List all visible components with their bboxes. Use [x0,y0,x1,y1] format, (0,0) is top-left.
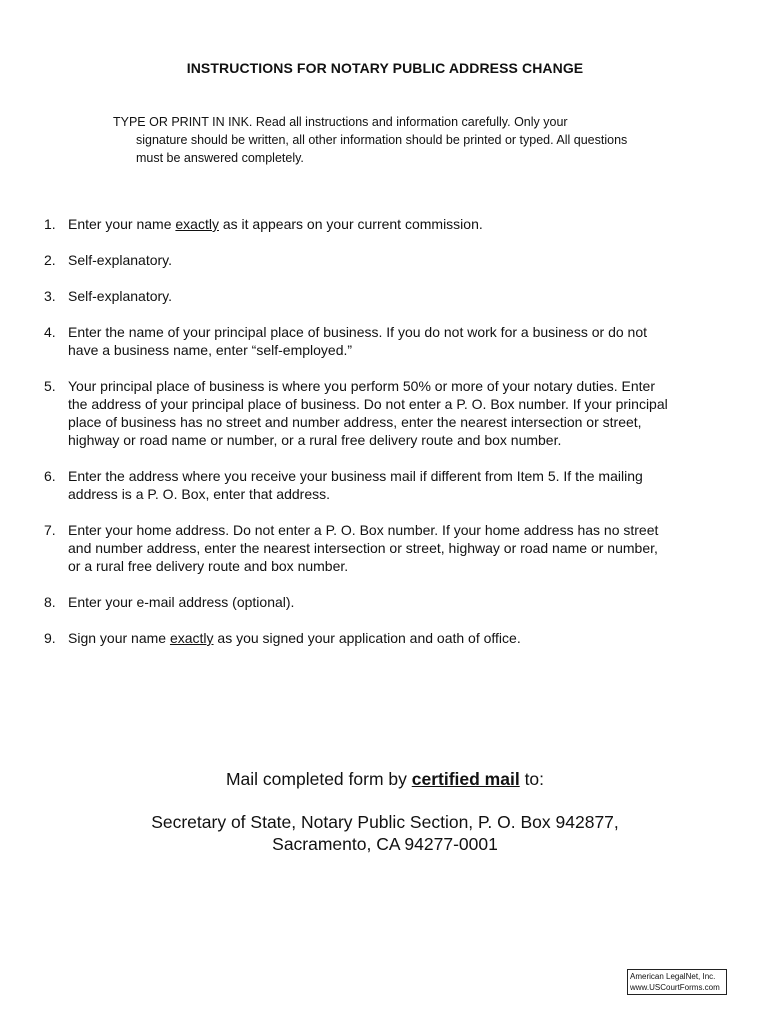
stamp-line-1: American LegalNet, Inc. [630,972,716,981]
mail-text: Mail completed form by [225,769,412,789]
item-text: as it appears on your current commission. [218,216,483,232]
item-text: Self-explanatory. [68,252,173,268]
list-item [44,323,669,359]
address-line-1: Secretary of State, Notary Public Section, P. O. Box 942877, [151,812,619,832]
item-text: Enter your name [68,216,176,232]
instructions-list [44,215,669,665]
list-item [44,377,669,449]
item-emphasis: exactly [175,216,219,232]
list-item [44,287,669,305]
intro-line-rest: signature should be written, all other information should be printed or typed. All questions must be answered completely. [136,133,628,165]
certified-mail-emphasis: certified mail [411,769,520,789]
intro-paragraph [113,113,633,167]
address-line-2: Sacramento, CA 94277-0001 [272,834,498,854]
mail-text: to: [519,769,545,789]
item-text: as you signed your application and oath of office. [213,630,521,646]
mailing-address [0,811,770,855]
stamp-line-2: www.USCourtForms.com [630,983,720,992]
page-title: INSTRUCTIONS FOR NOTARY PUBLIC ADDRESS CHANGE [186,60,584,76]
item-number: 4. [44,324,56,340]
item-number: 5. [44,378,56,394]
item-text: Self-explanatory. [68,288,173,304]
intro-line-1: TYPE OR PRINT IN INK. Read all instructions and information carefully. Only your [113,115,568,129]
list-item [44,629,669,647]
mail-instruction [0,769,770,790]
item-text: Enter the address where you receive your business mail if different from Item 5. If the mailing address is a P. O. Box, enter that address. [68,468,643,502]
item-text: Sign your name [68,630,170,646]
item-text: Your principal place of business is where you perform 50% or more of your notary duties. Enter the address of your principal place of business. Do not enter a P. O. Box number. If your principal place of business has no street and number address, enter the nearest intersection or street, highway or road name or number, or a rural free delivery route and box number. [68,378,668,448]
item-emphasis: exactly [169,630,214,646]
item-text: Enter your e-mail address (optional). [68,594,295,610]
list-item [44,215,669,233]
item-number: 6. [44,468,56,484]
item-number: 1. [44,216,56,232]
item-number: 8. [44,594,56,610]
list-item [44,251,669,269]
item-text: Enter the name of your principal place of business. If you do not work for a business or do not have a business name, enter “self-employed.” [68,324,647,358]
publisher-stamp [627,969,727,995]
list-item [44,593,669,611]
list-item [44,521,669,575]
item-text: Enter your home address. Do not enter a P. O. Box number. If your home address has no street and number address, enter the nearest intersection or street, highway or road name or number, or a rural free delivery route and box number. [68,522,659,574]
item-number: 2. [44,252,56,268]
list-item [44,467,669,503]
item-number: 9. [44,630,56,646]
item-number: 7. [44,522,56,538]
item-number: 3. [44,288,56,304]
